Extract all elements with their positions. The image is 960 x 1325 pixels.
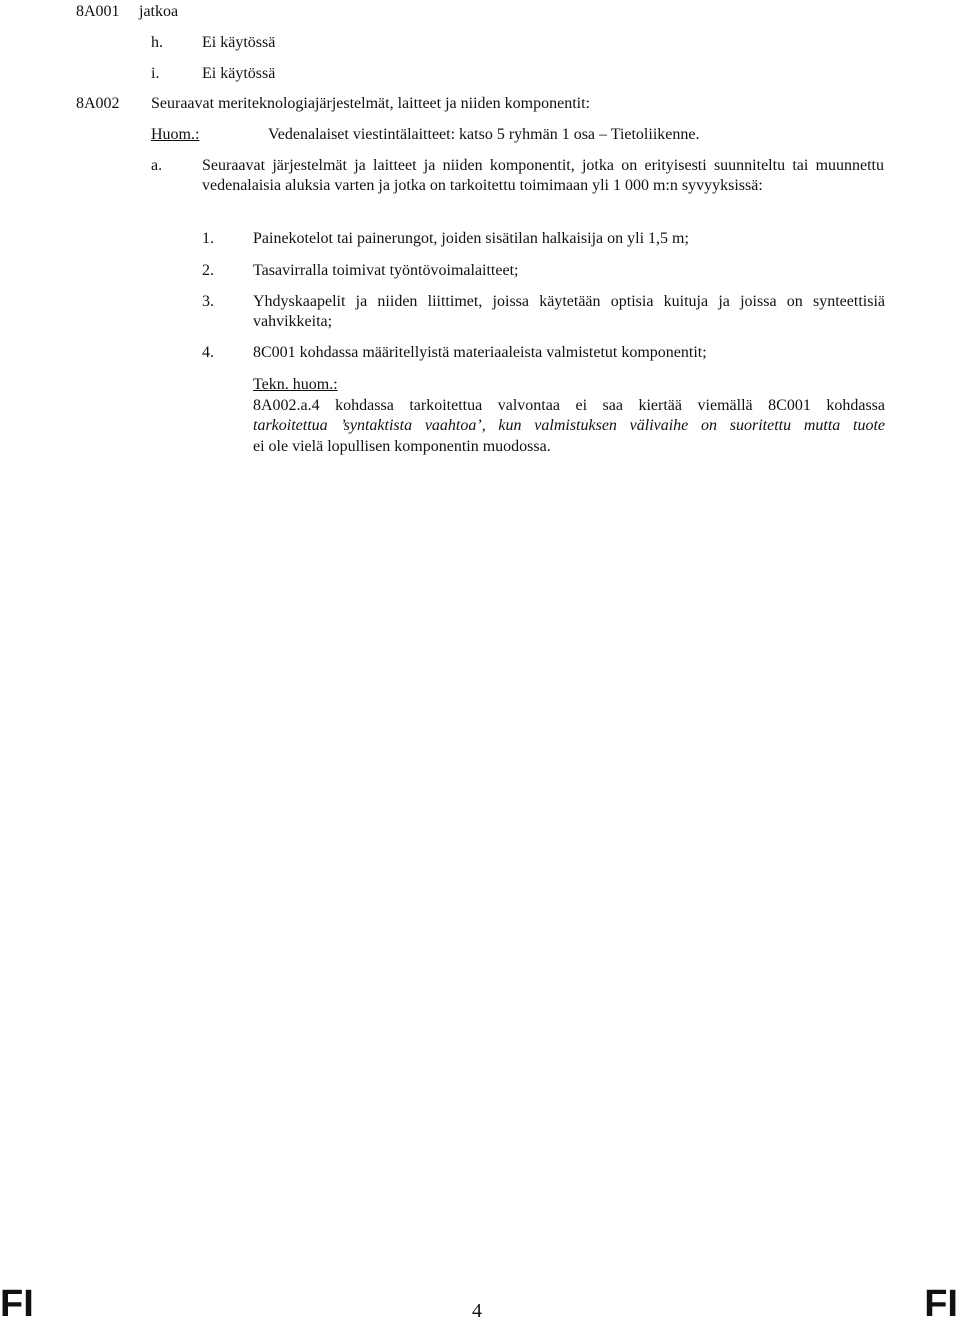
subitem-number: 4.: [202, 344, 214, 361]
item-letter-h: h.: [151, 34, 163, 51]
tech-note-line-3: ei ole vielä lopullisen komponentin muodossa.: [253, 438, 551, 455]
item-letter-i: i.: [151, 65, 160, 82]
continuation-label: jatkoa: [139, 3, 179, 20]
item-letter-a: a.: [151, 157, 163, 174]
note-text: Vedenalaiset viestintälaitteet: katso 5 ryhmän 1 osa – Tietoliikenne.: [268, 126, 700, 143]
entry-code: 8A002: [76, 95, 120, 112]
subitem-text: Painekotelot tai painerungot, joiden sisätilan halkaisija on yli 1,5 m;: [253, 230, 689, 247]
item-text-a: Seuraavat järjestelmät ja laitteet ja niiden komponentit, jotka on erityisesti suunniteltu tai muunnettu vedenalaisia aluksia varten ja jotka on tarkoitettu toimimaan yli 1 000 m:n syvyyksissä:: [202, 157, 884, 194]
item-text-i: Ei käytössä: [202, 65, 276, 82]
section-code: 8A001: [76, 3, 120, 20]
tech-note-label: Tekn. huom.:: [253, 376, 338, 393]
note-label: Huom.:: [151, 126, 200, 143]
footer-language-right: FI: [924, 1283, 958, 1325]
subitem-number: 3.: [202, 293, 214, 310]
item-text-h: Ei käytössä: [202, 34, 276, 51]
tech-note-line-2: tarkoitettua ’syntaktista vaahtoa’, kun valmistuksen välivaihe on suoritettu mutta tuote: [253, 417, 885, 434]
subitem-text: 8C001 kohdassa määritellyistä materiaaleista valmistetut komponentit;: [253, 344, 707, 361]
entry-title: Seuraavat meriteknologiajärjestelmät, laitteet ja niiden komponentit:: [151, 95, 590, 112]
tech-note-line-1: 8A002.a.4 kohdassa tarkoitettua valvontaa ei saa kiertää viemällä 8C001 kohdassa: [253, 397, 885, 414]
footer-language-left: FI: [0, 1283, 34, 1325]
subitem-number: 2.: [202, 262, 214, 279]
subitem-text: Yhdyskaapelit ja niiden liittimet, joissa käytetään optisia kuituja ja joissa on synteettisiä vahvikkeita;: [253, 293, 885, 330]
page-number: 4: [472, 1300, 482, 1322]
subitem-text: Tasavirralla toimivat työntövoimalaitteet;: [253, 262, 519, 279]
subitem-number: 1.: [202, 230, 214, 247]
